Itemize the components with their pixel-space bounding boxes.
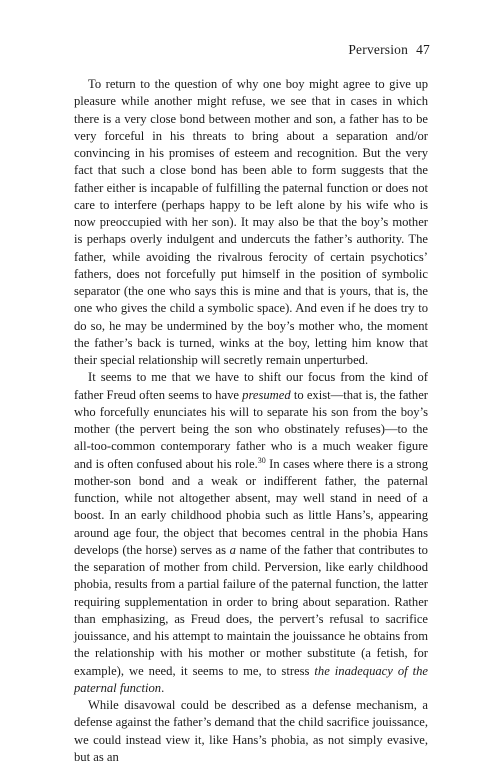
text-run: To return to the question of why one boy might agree to give up pleasure while another might refuse, we see that in cases in which there is a very close bond between mother and son, a father has to be very forceful in his threats to bring about a separation and/or convincing in his promises of esteem and recognition. But the very fact that such a close bond has been able to form suggests that the father either is incapable of fulfilling the paternal function or does not care to interfere (perhaps happy to be left alone by his wife who is now preoccupied with her son). It may also be that the boy’s mother is perhaps overly indulgent and undercuts the father’s authority. The father, while avoiding the rivalrous ferocity of certain psychotics’ fathers, does not forcefully put himself in the position of symbolic separator (the one who says this is mine and that is yours, that is, the one who gives the child a symbolic space). And even if he does try to do so, he may be undermined by the boy’s mother who, the moment the father’s back is turned, winks at the boy, letting him know that their special relationship will secretly remain unperturbed. xyxy=(74,77,428,367)
body-paragraph xyxy=(74,369,428,697)
running-head xyxy=(348,42,430,58)
footnote-ref: 30 xyxy=(257,455,266,465)
page-number: 47 xyxy=(416,42,430,57)
page-body xyxy=(74,76,428,766)
text-run: It seems to me that we have to shift our focus from the kind of father Freud often seems to have xyxy=(74,370,428,402)
text-run: name of the father that contributes to the separation of mother from child. Perversion, like early childhood phobia, results from a partial failure of the paternal function, the latter requiring supplementation in order to bring about separation. Rather than emphasizing, as Freud does, the pervert’s refusal to sacrifice jouissance, and his attempt to maintain the jouissance he obtains from the relationship with his mother or mother substitute (a fetish, for example), we need, it seems to me, to stress xyxy=(74,542,428,678)
text-run: While disavowal could be described as a defense mechanism, a defense against the father’s demand that the child sacrifice jouissance, we could instead view it, like Hans’s phobia, as not simply evasive, but as an xyxy=(74,698,428,764)
text-run: In cases where there is a strong mother-son bond and a weak or indifferent father, the paternal function, while not altogether absent, may well stand in need of a boost. In an early childhood phobia such as little Hans’s, appearing around age four, the object that becomes central in the phobia Hans develops (the horse) serves as xyxy=(74,456,429,557)
emphasis-text: the inadequacy of the paternal function xyxy=(74,663,429,695)
body-paragraph xyxy=(74,697,428,766)
emphasis-text: presumed xyxy=(242,387,291,402)
body-paragraph xyxy=(74,76,428,369)
text-run: . xyxy=(161,680,165,695)
text-run: to exist—that is, the father who forcefully enunciates his will to separate his son from the boy’s mother (the pervert being the son who obstinately refuses)—to the all-too-common contemporary father who is a much weaker figure and is often confused about his role. xyxy=(74,387,428,471)
running-title: Perversion xyxy=(348,42,409,57)
emphasis-text: a xyxy=(229,542,236,557)
